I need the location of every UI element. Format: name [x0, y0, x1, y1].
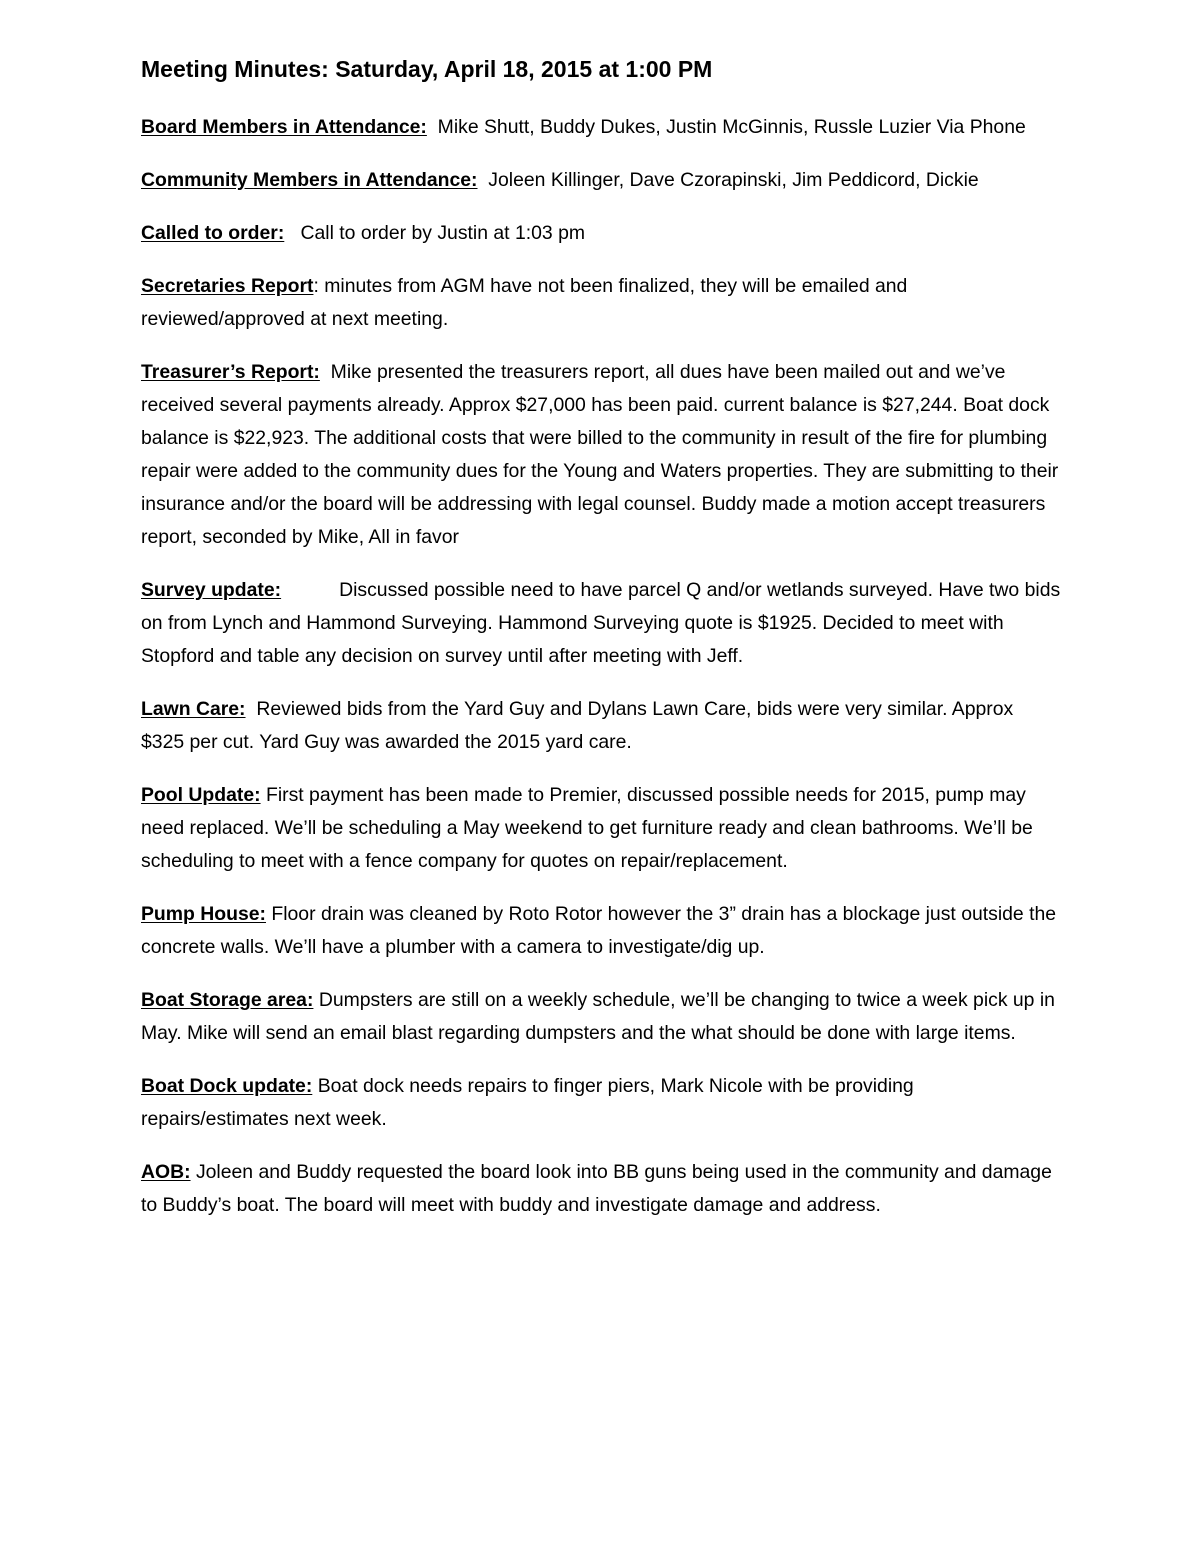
section-label: Pool Update:: [141, 784, 261, 806]
section-label: Board Members in Attendance:: [141, 116, 427, 138]
section-text: Mike presented the treasurers report, all dues have been mailed out and we’ve received several payments already. Approx $27,000 has been paid. current balance is $27,244. Boat dock balance is $22,923. The additional costs that were billed to the community in result of the fire for plumbing repair were added to the community dues for the Young and Waters properties. They are submitting to their insurance and/or the board will be addressing with legal counsel. Buddy made a motion accept treasurers report, seconded by Mike, All in favor: [141, 361, 1059, 548]
section-text: Floor drain was cleaned by Roto Rotor however the 3” drain has a blockage just outside the concrete walls. We’ll have a plumber with a camera to investigate/dig up.: [141, 903, 1057, 958]
section-text: First payment has been made to Premier, discussed possible needs for 2015, pump may need replaced. We’ll be scheduling a May weekend to get furniture ready and clean bathrooms. We’ll be scheduling to meet with a fence company for quotes on repair/replacement.: [141, 784, 1033, 872]
section-text: : minutes from AGM have not been finalized, they will be emailed and reviewed/approved at next meeting.: [141, 275, 908, 330]
meeting-minutes-document: [141, 52, 1061, 1242]
section-aob: [141, 1156, 1061, 1222]
section-text: Joleen and Buddy requested the board look into BB guns being used in the community and damage to Buddy’s boat. The board will meet with buddy and investigate damage and address.: [141, 1161, 1052, 1216]
section-secretaries-report: [141, 270, 1061, 336]
section-lawn-care: [141, 693, 1061, 759]
section-label: Pump House:: [141, 903, 266, 925]
section-label: Survey update:: [141, 579, 282, 601]
section-survey-update: [141, 574, 1061, 673]
document-title: Meeting Minutes: Saturday, April 18, 2015 at 1:00 PM: [141, 56, 713, 82]
section-label: Secretaries Report: [141, 275, 314, 297]
section-label: Lawn Care:: [141, 698, 246, 720]
section-label: Boat Storage area:: [141, 989, 314, 1011]
section-text: Reviewed bids from the Yard Guy and Dylans Lawn Care, bids were very similar. Approx $325 per cut. Yard Guy was awarded the 2015 yard care.: [141, 698, 1014, 753]
section-community-members: [141, 164, 1061, 197]
section-label: Boat Dock update:: [141, 1075, 313, 1097]
section-text: Dumpsters are still on a weekly schedule, we’ll be changing to twice a week pick up in May. Mike will send an email blast regarding dumpsters and the what should be done with large items.: [141, 989, 1055, 1044]
section-label: Called to order:: [141, 222, 285, 244]
section-pool-update: [141, 779, 1061, 878]
section-text: Joleen Killinger, Dave Czorapinski, Jim Peddicord, Dickie: [488, 169, 979, 191]
section-treasurers-report: [141, 356, 1061, 554]
section-pump-house: [141, 898, 1061, 964]
section-label: Community Members in Attendance:: [141, 169, 478, 191]
section-called-to-order: [141, 217, 1061, 250]
section-label: Treasurer’s Report:: [141, 361, 320, 383]
section-board-members: [141, 111, 1061, 144]
section-text: Boat dock needs repairs to finger piers, Mark Nicole with be providing repairs/estimates next week.: [141, 1075, 914, 1130]
section-boat-storage: [141, 984, 1061, 1050]
section-text: Call to order by Justin at 1:03 pm: [300, 222, 586, 244]
section-text: Mike Shutt, Buddy Dukes, Justin McGinnis, Russle Luzier Via Phone: [437, 116, 1026, 138]
section-label: AOB:: [141, 1161, 191, 1183]
section-text: Discussed possible need to have parcel Q and/or wetlands surveyed. Have two bids on from Lynch and Hammond Surveying. Hammond Surveying quote is $1925. Decided to meet with Stopford and table any decision on survey until after meeting with Jeff.: [141, 579, 1061, 667]
section-boat-dock: [141, 1070, 1061, 1136]
